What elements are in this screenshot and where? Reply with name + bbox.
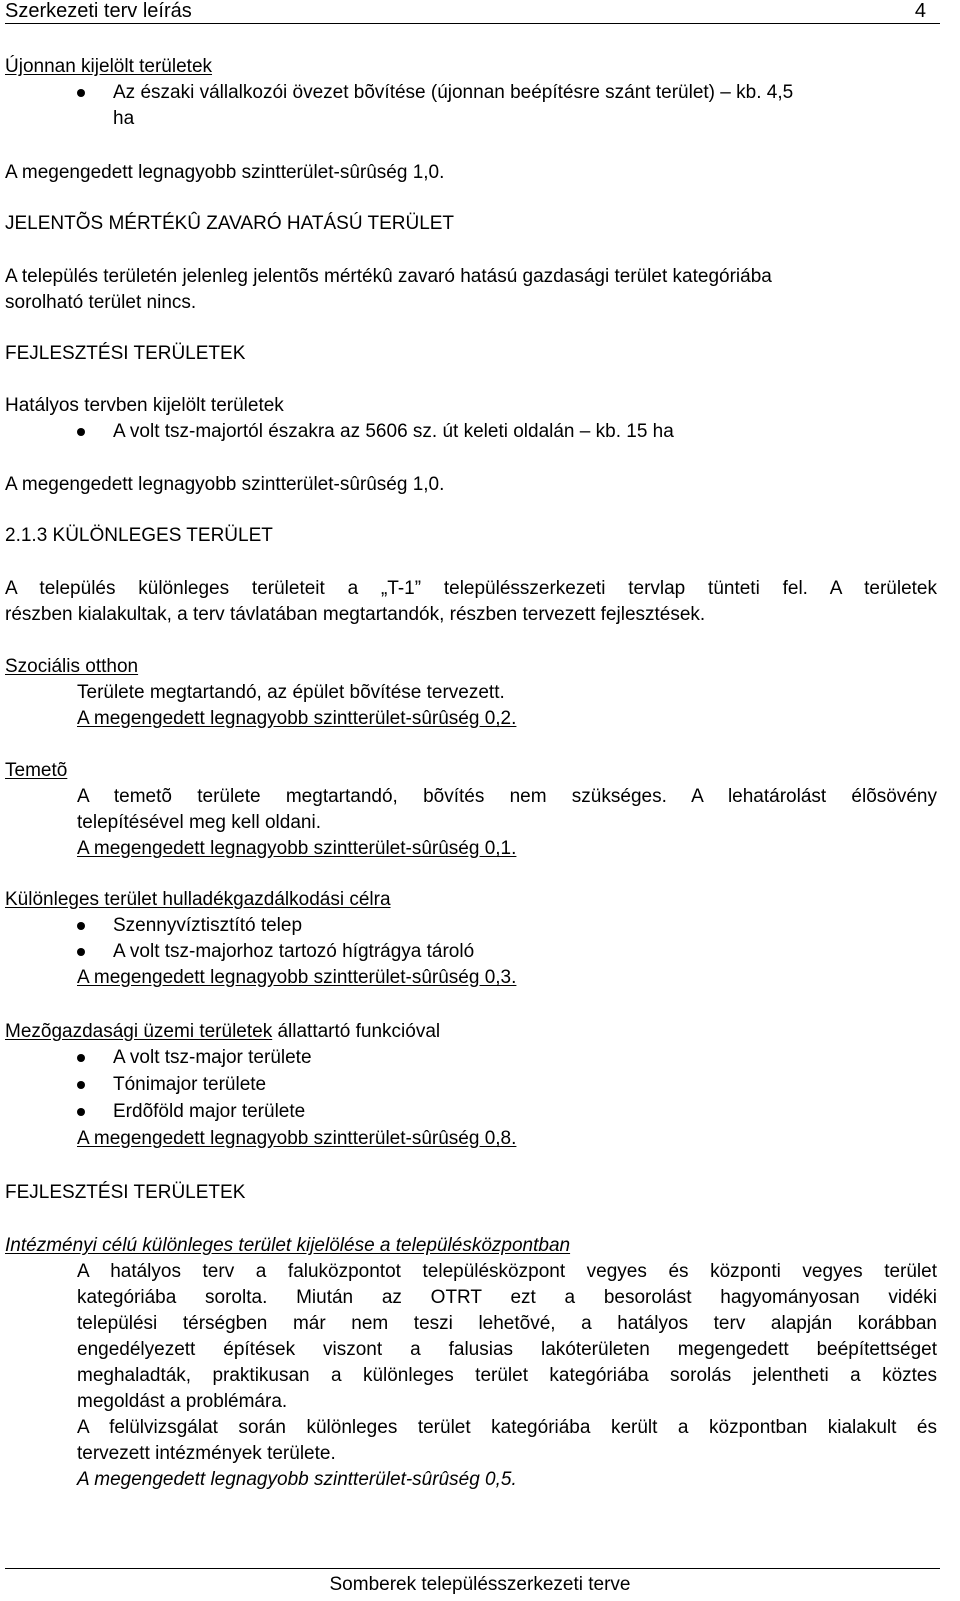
header-page-number: 4 [914, 0, 926, 22]
bullet-dot [77, 1081, 85, 1089]
fejl-para-line6: megoldást a problémára. [77, 1391, 288, 1412]
mezo-bullet-1: A volt tsz-major területe [113, 1047, 312, 1068]
temeto-density: A megengedett legnagyobb szintterület-sûrûség 0,1. [77, 838, 517, 859]
s3-heading: FEJLESZTÉSI TERÜLETEK [5, 343, 246, 364]
mezo-density: A megengedett legnagyobb szintterület-sûrûség 0,8. [77, 1128, 517, 1149]
szoc-line1: Területe megtartandó, az épület bõvítése tervezett. [77, 682, 505, 703]
mezo-bullet-2: Tónimajor területe [113, 1074, 267, 1095]
hull-heading: Különleges terület hulladékgazdálkodási célra [5, 889, 391, 910]
header-title: Szerkezeti terv leírás [5, 0, 192, 22]
s4-heading: 2.1.3 KÜLÖNLEGES TERÜLET [5, 525, 273, 546]
szoc-density: A megengedett legnagyobb szintterület-sûrûség 0,2. [77, 708, 517, 729]
temeto-line2: telepítésével meg kell oldani. [77, 812, 321, 833]
temeto-line1: A temetõ területe megtartandó, bõvítés nem szükséges. A lehatárolást élõsövény [77, 786, 937, 807]
s2-heading: JELENTÕS MÉRTÉKÛ ZAVARÓ HATÁSÚ TERÜLET [5, 213, 455, 234]
bullet-dot [77, 428, 85, 436]
fejl-para-line2: kategóriába sorolta. Miután az OTRT ezt a besorolást hagyományosan vidéki [77, 1287, 937, 1308]
s1-bullet-line2: ha [113, 108, 135, 129]
fejl-para-line7: A felülvizsgálat során különleges terület kategóriába került a központban kialakult és [77, 1417, 937, 1438]
page-footer: Somberek településszerkezeti terve [329, 1574, 631, 1595]
s1-heading: Újonnan kijelölt területek [5, 56, 213, 77]
s4-para-line1: A település különleges területeit a „T-1” településszerkezeti tervlap tünteti fel. A területek [5, 578, 937, 599]
szoc-heading: Szociális otthon [5, 656, 139, 677]
hull-bullet-2: A volt tsz-majorhoz tartozó hígtrágya tároló [113, 941, 475, 962]
mezo-bullet-3: Erdõföld major területe [113, 1101, 306, 1122]
fejl-para-line1: A hatályos terv a faluközpontot településközpont vegyes és központi vegyes terület [77, 1261, 937, 1282]
bullet-dot [77, 922, 85, 930]
bullet-dot [77, 1108, 85, 1116]
s2-para-line1: A település területén jelenleg jelentõs mértékû zavaró hatású gazdasági terület kategóriába [5, 266, 772, 287]
fejl-para-line5: meghaladták, praktikusan a különleges terület kategóriába sorolás jelentheti a köztes [77, 1365, 937, 1386]
s1-bullet-line1: Az északi vállalkozói övezet bõvítése (újonnan beépítésre szánt terület) – kb. 4,5 [113, 82, 794, 103]
hull-density: A megengedett legnagyobb szintterület-sûrûség 0,3. [77, 967, 517, 988]
s2-para-line2: sorolható terület nincs. [5, 292, 197, 313]
s3-subheading: Hatályos tervben kijelölt területek [5, 395, 284, 416]
page-header [5, 0, 940, 24]
footer-rule [5, 1568, 940, 1569]
hull-bullet-1: Szennyvíztisztító telep [113, 915, 303, 936]
bullet-dot [77, 1054, 85, 1062]
mezo-heading [5, 1020, 440, 1044]
fejl-density: A megengedett legnagyobb szintterület-sûrûség 0,5. [77, 1469, 517, 1490]
s3-density: A megengedett legnagyobb szintterület-sûrûség 1,0. [5, 474, 445, 495]
fejl-para-line4: engedélyezett építések viszont a falusias lakóterületen megengedett beépítettséget [77, 1339, 937, 1360]
fejl-heading: FEJLESZTÉSI TERÜLETEK [5, 1182, 246, 1203]
s3-bullet: A volt tsz-majortól északra az 5606 sz. út keleti oldalán – kb. 15 ha [113, 421, 674, 442]
fejl-subheading: Intézményi célú különleges terület kijelölése a településközpontban [5, 1235, 571, 1256]
bullet-dot [77, 948, 85, 956]
mezo-heading-rest: állattartó funkcióval [272, 1021, 441, 1042]
fejl-para-line3: települési térségben már nem teszi lehetõvé, a hatályos terv alapján korábban [77, 1313, 937, 1334]
s4-para-line2: részben kialakultak, a terv távlatában megtartandók, részben tervezett fejlesztések. [5, 604, 706, 625]
fejl-para-line8: tervezett intézmények területe. [77, 1443, 336, 1464]
bullet-dot [77, 89, 85, 97]
s1-density: A megengedett legnagyobb szintterület-sûrûség 1,0. [5, 162, 445, 183]
mezo-heading-underlined: Mezõgazdasági üzemi területek [5, 1021, 273, 1042]
temeto-heading: Temetõ [5, 760, 68, 781]
